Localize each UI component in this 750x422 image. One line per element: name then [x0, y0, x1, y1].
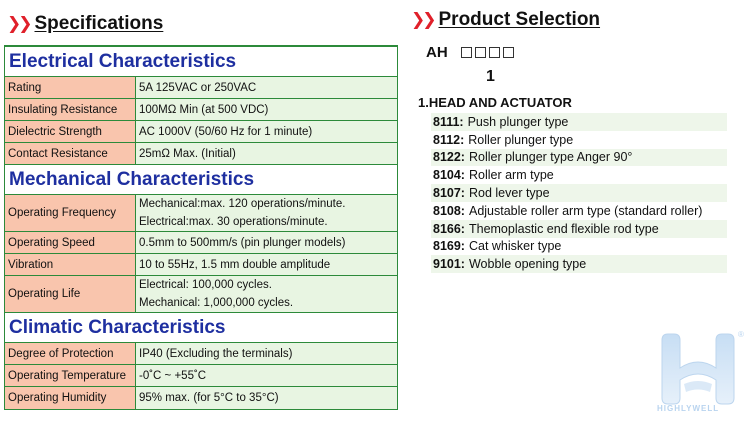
- spec-row: [5, 232, 397, 254]
- actuator-desc: Roller arm type: [468, 168, 554, 183]
- spec-row: [5, 254, 397, 276]
- actuator-desc: Roller plunger type: [468, 132, 574, 147]
- actuator-item: [431, 113, 727, 131]
- actuator-item: [431, 131, 727, 149]
- actuator-desc: Adjustable roller arm type (standard roller): [468, 203, 703, 218]
- group-title: Electrical Characteristics: [5, 47, 397, 77]
- spec-label: Operating Life: [5, 276, 136, 312]
- product-selection-heading: [411, 9, 600, 31]
- spec-value: [136, 387, 397, 409]
- group-title: Mechanical Characteristics: [5, 165, 397, 195]
- spec-value-line: Electrical:max. 30 operations/minute.: [139, 216, 328, 228]
- actuator-code: 8104:: [433, 168, 465, 183]
- actuator-desc: Rod lever type: [468, 186, 550, 201]
- spec-label: Insulating Resistance: [5, 99, 136, 120]
- spec-row: [5, 99, 397, 121]
- model-code: [426, 44, 514, 61]
- actuator-code: 9101:: [433, 257, 465, 272]
- spec-label: Operating Frequency: [5, 195, 136, 231]
- actuator-desc: Roller plunger type Anger 90°: [468, 150, 633, 165]
- spec-value: [136, 77, 397, 98]
- spec-value: [136, 195, 397, 231]
- spec-row: [5, 276, 397, 313]
- spec-label: Degree of Protection: [5, 343, 136, 364]
- spec-value: [136, 254, 397, 275]
- actuator-desc: Push plunger type: [467, 114, 569, 129]
- spec-label: Operating Speed: [5, 232, 136, 253]
- group-title: Climatic Characteristics: [5, 313, 397, 343]
- actuator-item: [431, 202, 727, 220]
- double-chevron-icon: ❯❯: [411, 10, 434, 29]
- actuator-item: [431, 238, 727, 256]
- spec-value-line: 0.5mm to 500mm/s (pin plunger models): [139, 236, 346, 249]
- logo-wordmark: HIGHLYWELL: [657, 404, 720, 413]
- spec-value-line: -0˚C ~ +55˚C: [139, 369, 207, 382]
- actuator-list: [431, 113, 727, 273]
- actuator-code: 8122:: [433, 150, 465, 165]
- spec-value: [136, 365, 397, 386]
- spec-value-line: 95% max. (for 5°C to 35°C): [139, 392, 279, 404]
- spec-value: [136, 99, 397, 120]
- spec-row: [5, 365, 397, 387]
- spec-label: Operating Temperature: [5, 365, 136, 386]
- spec-label: Dielectric Strength: [5, 121, 136, 142]
- spec-value-line: 100MΩ Min (at 500 VDC): [139, 103, 269, 116]
- spec-row: [5, 343, 397, 365]
- spec-label: Operating Humidity: [5, 387, 136, 409]
- code-box: [489, 47, 500, 58]
- specifications-table: [4, 45, 398, 410]
- actuator-code: 8112:: [433, 132, 465, 147]
- code-boxes: [461, 47, 514, 58]
- spec-label: Contact Resistance: [5, 143, 136, 164]
- double-chevron-icon: ❯❯: [7, 14, 30, 33]
- spec-value: [136, 343, 397, 364]
- actuator-desc: Cat whisker type: [468, 239, 562, 254]
- actuator-item: [431, 149, 727, 167]
- spec-row: [5, 143, 397, 165]
- spec-value-line: IP40 (Excluding the terminals): [139, 347, 293, 360]
- spec-label: Rating: [5, 77, 136, 98]
- actuator-desc: Wobble opening type: [468, 257, 587, 272]
- actuator-code: 8166:: [433, 221, 465, 236]
- spec-value-line: Mechanical: 1,000,000 cycles.: [139, 297, 294, 309]
- code-box: [503, 47, 514, 58]
- spec-value-line: Electrical: 100,000 cycles.: [139, 279, 272, 291]
- spec-value-line: AC 1000V (50/60 Hz for 1 minute): [139, 125, 313, 138]
- spec-row: [5, 387, 397, 409]
- spec-value: [136, 143, 397, 164]
- actuator-code: 8107:: [433, 186, 465, 201]
- product-selection-title: Product Selection: [438, 9, 601, 30]
- spec-value-line: Mechanical:max. 120 operations/minute.: [139, 198, 346, 210]
- actuator-item: [431, 184, 727, 202]
- code-box: [475, 47, 486, 58]
- spec-value: [136, 232, 397, 253]
- spec-row: [5, 121, 397, 143]
- registered-mark: ®: [738, 330, 744, 339]
- actuator-desc: Themoplastic end flexible rod type: [468, 221, 659, 236]
- spec-value-line: 10 to 55Hz, 1.5 mm double amplitude: [139, 258, 331, 271]
- actuator-code: 8169:: [433, 239, 465, 254]
- code-box: [461, 47, 472, 58]
- spec-value: [136, 121, 397, 142]
- actuator-item: [431, 166, 727, 184]
- actuator-code: 8111:: [433, 114, 464, 129]
- specifications-heading: [7, 13, 163, 35]
- spec-value-line: 5A 125VAC or 250VAC: [139, 81, 257, 94]
- actuator-item: [431, 255, 727, 273]
- position-number: 1: [486, 68, 495, 85]
- actuator-item: [431, 220, 727, 238]
- model-prefix: AH: [426, 44, 448, 61]
- actuator-code: 8108:: [433, 203, 465, 218]
- spec-label: Vibration: [5, 254, 136, 275]
- specifications-title: Specifications: [34, 13, 164, 34]
- spec-row: [5, 195, 397, 232]
- spec-value: [136, 276, 397, 312]
- spec-row: [5, 77, 397, 99]
- spec-value-line: 25mΩ Max. (Initial): [139, 147, 236, 160]
- head-actuator-title: 1.HEAD AND ACTUATOR: [418, 95, 572, 110]
